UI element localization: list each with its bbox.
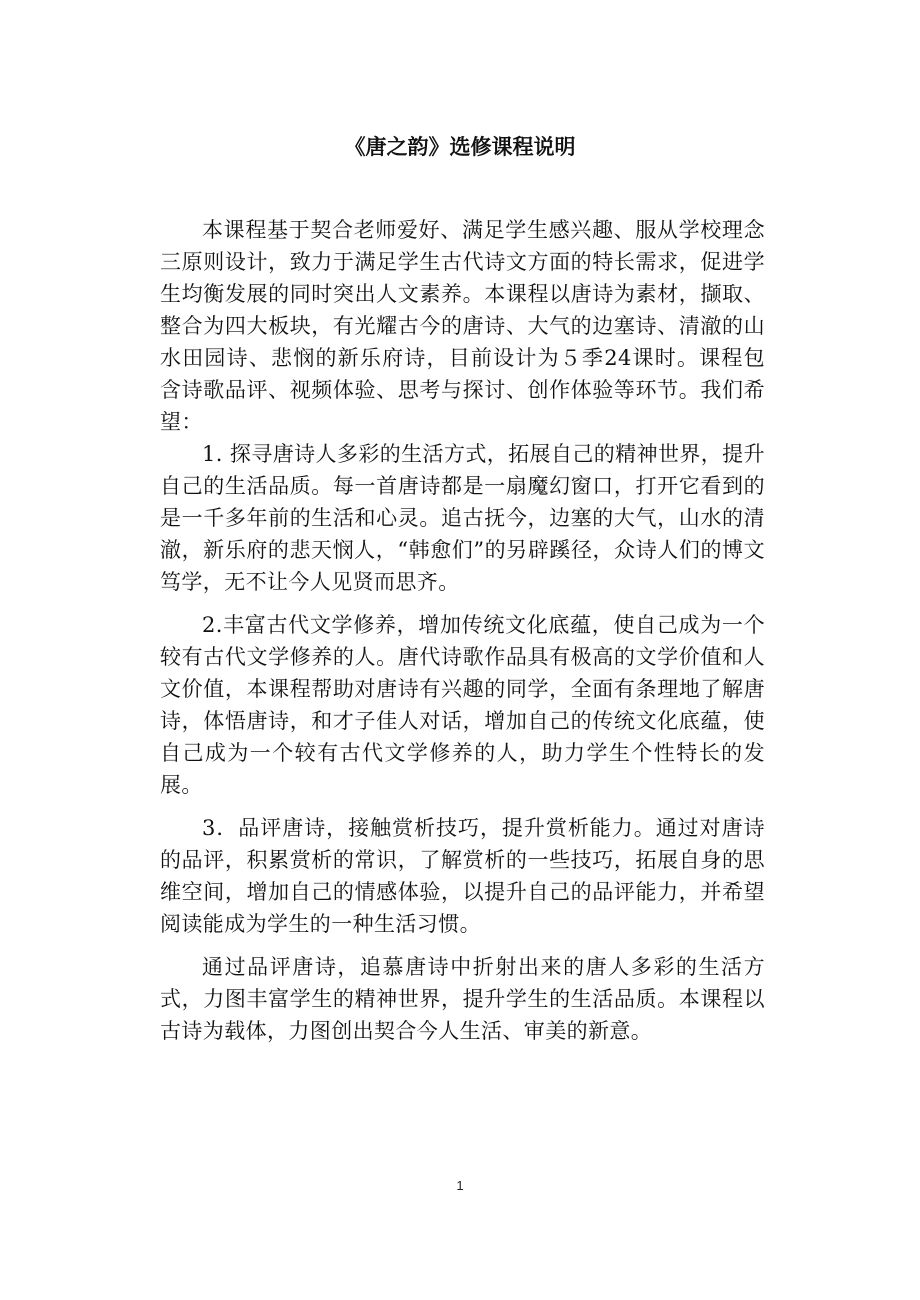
paragraph-point-1: 1. 探寻唐诗人多彩的生活方式，拓展自己的精神世界，提升自己的生活品质。每一首唐诗都是一扇魔幻窗口，打开它看到的是一千多年前的生活和心灵。追古抚今，边塞的大气，山水的清澈，新乐府的悲天悯人，“韩愈们”的另辟蹊径，众诗人们的博文笃学，无不让今人见贤而思齐。 [160, 442, 765, 594]
document-body [160, 214, 765, 1047]
page-title: 《唐之韵》选修课程说明 [344, 135, 576, 159]
paragraph-conclusion: 通过品评唐诗，追慕唐诗中折射出来的唐人多彩的生活方式，力图丰富学生的精神世界，提升学生的生活品质。本课程以古诗为载体，力图创出契合今人生活、审美的新意。 [160, 955, 765, 1043]
paragraph-point-2: 2.丰富古代文学修养，增加传统文化底蕴，使自己成为一个较有古代文学修养的人。唐代诗歌作品具有极高的文学价值和人文价值，本课程帮助对唐诗有兴趣的同学，全面有条理地了解唐诗，体悟唐诗，和才子佳人对话，增加自己的传统文化底蕴，使自己成为一个较有古代文学修养的人，助力学生个性特长的发展。 [160, 613, 765, 797]
paragraph-point-3: 3．品评唐诗，接触赏析技巧，提升赏析能力。通过对唐诗的品评，积累赏析的常识，了解赏析的一些技巧，拓展自身的思维空间，增加自己的情感体验，以提升自己的品评能力，并希望阅读能成为学生的一种生活习惯。 [160, 816, 765, 936]
paragraph-intro: 本课程基于契合老师爱好、满足学生感兴趣、服从学校理念三原则设计，致力于满足学生古代诗文方面的特长需求，促进学生均衡发展的同时突出人文素养。本课程以唐诗为素材，撷取、整合为四大板块，有光耀古今的唐诗、大气的边塞诗、清澈的山水田园诗、悲悯的新乐府诗，目前设计为５季24课时。课程包含诗歌品评、视频体验、思考与探讨、创作体验等环节。我们希望： [160, 218, 765, 434]
page-number: 1 [456, 1178, 464, 1193]
